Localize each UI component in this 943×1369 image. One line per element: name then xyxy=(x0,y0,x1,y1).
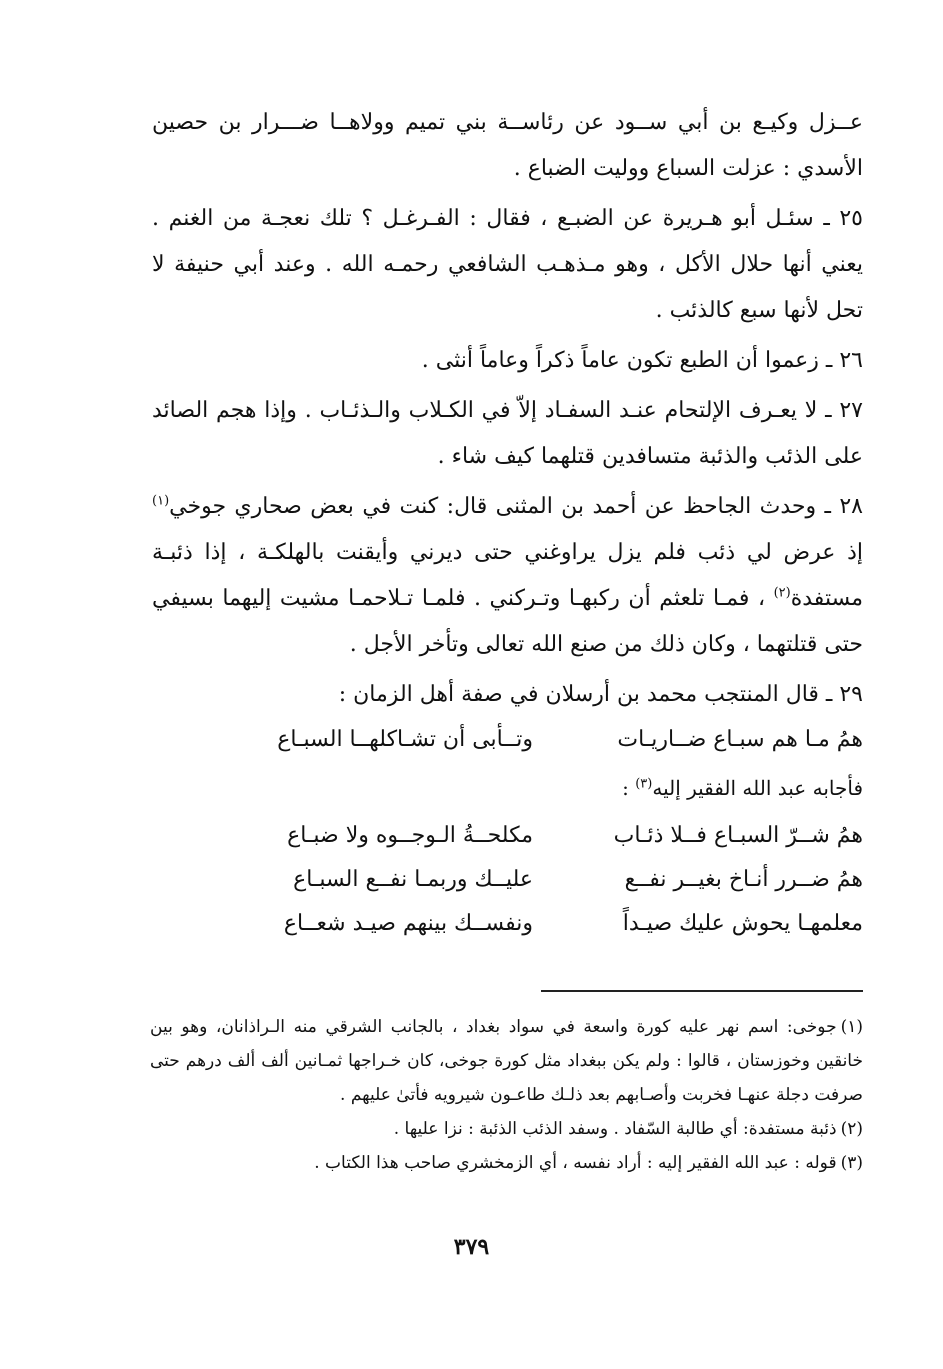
paragraph-26: ٢٦ ـ زعموا أن الطبع تكون عاماً ذكراً وعاماً أنثى . xyxy=(421,348,863,373)
paragraph-25: ٢٥ ـ سئـل أبو هـريرة عن الضبـع ، فقال : الفـرغـل ؟ تلك نعجـة من الغنم . يعني أنها حلال الأكل ، وهو مـذهـب الشافعي رحمـه الله . وعند أبي حنيفة لا تحل لأنها سبع كالذئب . xyxy=(152,206,863,323)
footnote-ref-2: (٢) xyxy=(773,585,791,601)
footnote-2 xyxy=(150,1112,863,1146)
paragraph-28-part2: إذ عرض لي ذئب فلم يزل يراوغني حتى ديرني وأيقنت بالهلكـة ، إذا ذئبـة مستفدة xyxy=(152,540,863,611)
verse-first-hemistich: همُ مـا هم سبـاع ضــاريـات xyxy=(617,727,863,752)
verse-line xyxy=(152,902,863,946)
poem-verse-2 xyxy=(152,814,863,946)
verse-first-hemistich: همُ ضــرر أنـاخ بغيــر نفــع xyxy=(624,867,863,892)
paragraph-28-part3: ، فمـا تلعثم أن ركبهـا وتـركني . فلمـا تـلاحمـا مشيت إليهما بسيفي حتى قتلتهما ، وكان ذلك من صنع الله تعالى وتأخر الأجل . xyxy=(152,586,863,657)
verse-second-hemistich: وتــأبى أن تشـاكلهــا السبـاع xyxy=(277,727,533,752)
main-text-body xyxy=(152,100,863,946)
verse-first-hemistich: همُ شــرّ السبـاع فــلا ذئـاب xyxy=(613,823,863,848)
reply-text: فأجابه عبد الله الفقير إليه xyxy=(652,776,863,800)
page-number: ٣٧٩ xyxy=(453,1234,490,1260)
footnote-text: قوله : عبد الله الفقير إليه : أراد نفسه ، أي الزمخشري صاحب هذا الكتاب . xyxy=(314,1153,837,1173)
footnote-3 xyxy=(150,1146,863,1180)
verse-second-hemistich: ونفســك بينهم صيـد شعــاع xyxy=(283,911,533,936)
footnote-number: (٣) xyxy=(840,1153,863,1173)
footnote-ref-3: (٣) xyxy=(635,776,653,792)
paragraph-28-part1: ٢٨ ـ وحدث الجاحظ عن أحمد بن المثنى قال: كنت في بعض صحاري جوخي xyxy=(169,494,863,519)
verse-first-hemistich: معلمهـا يحوش عليك صيـداً xyxy=(622,911,863,936)
verse-line xyxy=(152,718,863,762)
paragraph-27: ٢٧ ـ لا يعـرف الإلتحام عنـد السفـاد إلاّ في الكـلاب والـذئـاب . وإذا هجم الصائد على الذئب والذئبة متسافدين قتلهما كيف شاء . xyxy=(152,398,863,469)
footnote-text: ذئبة مستفدة: أي طالبة السّفاد . وسفد الذئب الذئبة : نزا عليها . xyxy=(393,1119,837,1139)
footnote-divider xyxy=(541,990,863,992)
reply-intro xyxy=(152,762,863,814)
footnotes-section xyxy=(150,1010,863,1180)
footnote-ref-1: (١) xyxy=(152,493,170,509)
verse-second-hemistich: مكلحــةُ الـوجــوه ولا ضبـاع xyxy=(287,823,533,848)
paragraph-24-continuation: عــزل وكيـع بن أبي ســود عن رئاســة بني تميم وولاهــا ضـــرار بن حصين الأسدي : عزلت السباع ووليت الضباع . xyxy=(152,110,863,181)
reply-tail: : xyxy=(622,776,636,800)
paragraph-29: ٢٩ ـ قال المنتجب محمد بن أرسلان في صفة أهل الزمان : xyxy=(338,682,863,707)
poem-verse-1 xyxy=(152,718,863,762)
footnote-1 xyxy=(150,1010,863,1112)
footnote-number: (١) xyxy=(840,1017,863,1037)
paragraph-28 xyxy=(152,484,863,668)
footnote-number: (٢) xyxy=(840,1119,863,1139)
verse-line xyxy=(152,858,863,902)
verse-second-hemistich: عليــك وربمـا نفــع السبـاع xyxy=(293,867,533,892)
verse-line xyxy=(152,814,863,858)
footnote-text: جوخى: اسم نهر عليه كورة واسعة في سواد بغداد ، بالجانب الشرقي منه الـراذانان، وهو بين خانقين وخوزستان ، قالوا : ولم يكن ببغداد مثل كورة جوخى، كان خـراجها ثمـانين ألف ألف درهم حتى صرفت دجلة عنهـا فخربت وأصـابهم بعد ذلـك طاعـون شيرويه فأتىٰ عليهم . xyxy=(150,1017,863,1105)
